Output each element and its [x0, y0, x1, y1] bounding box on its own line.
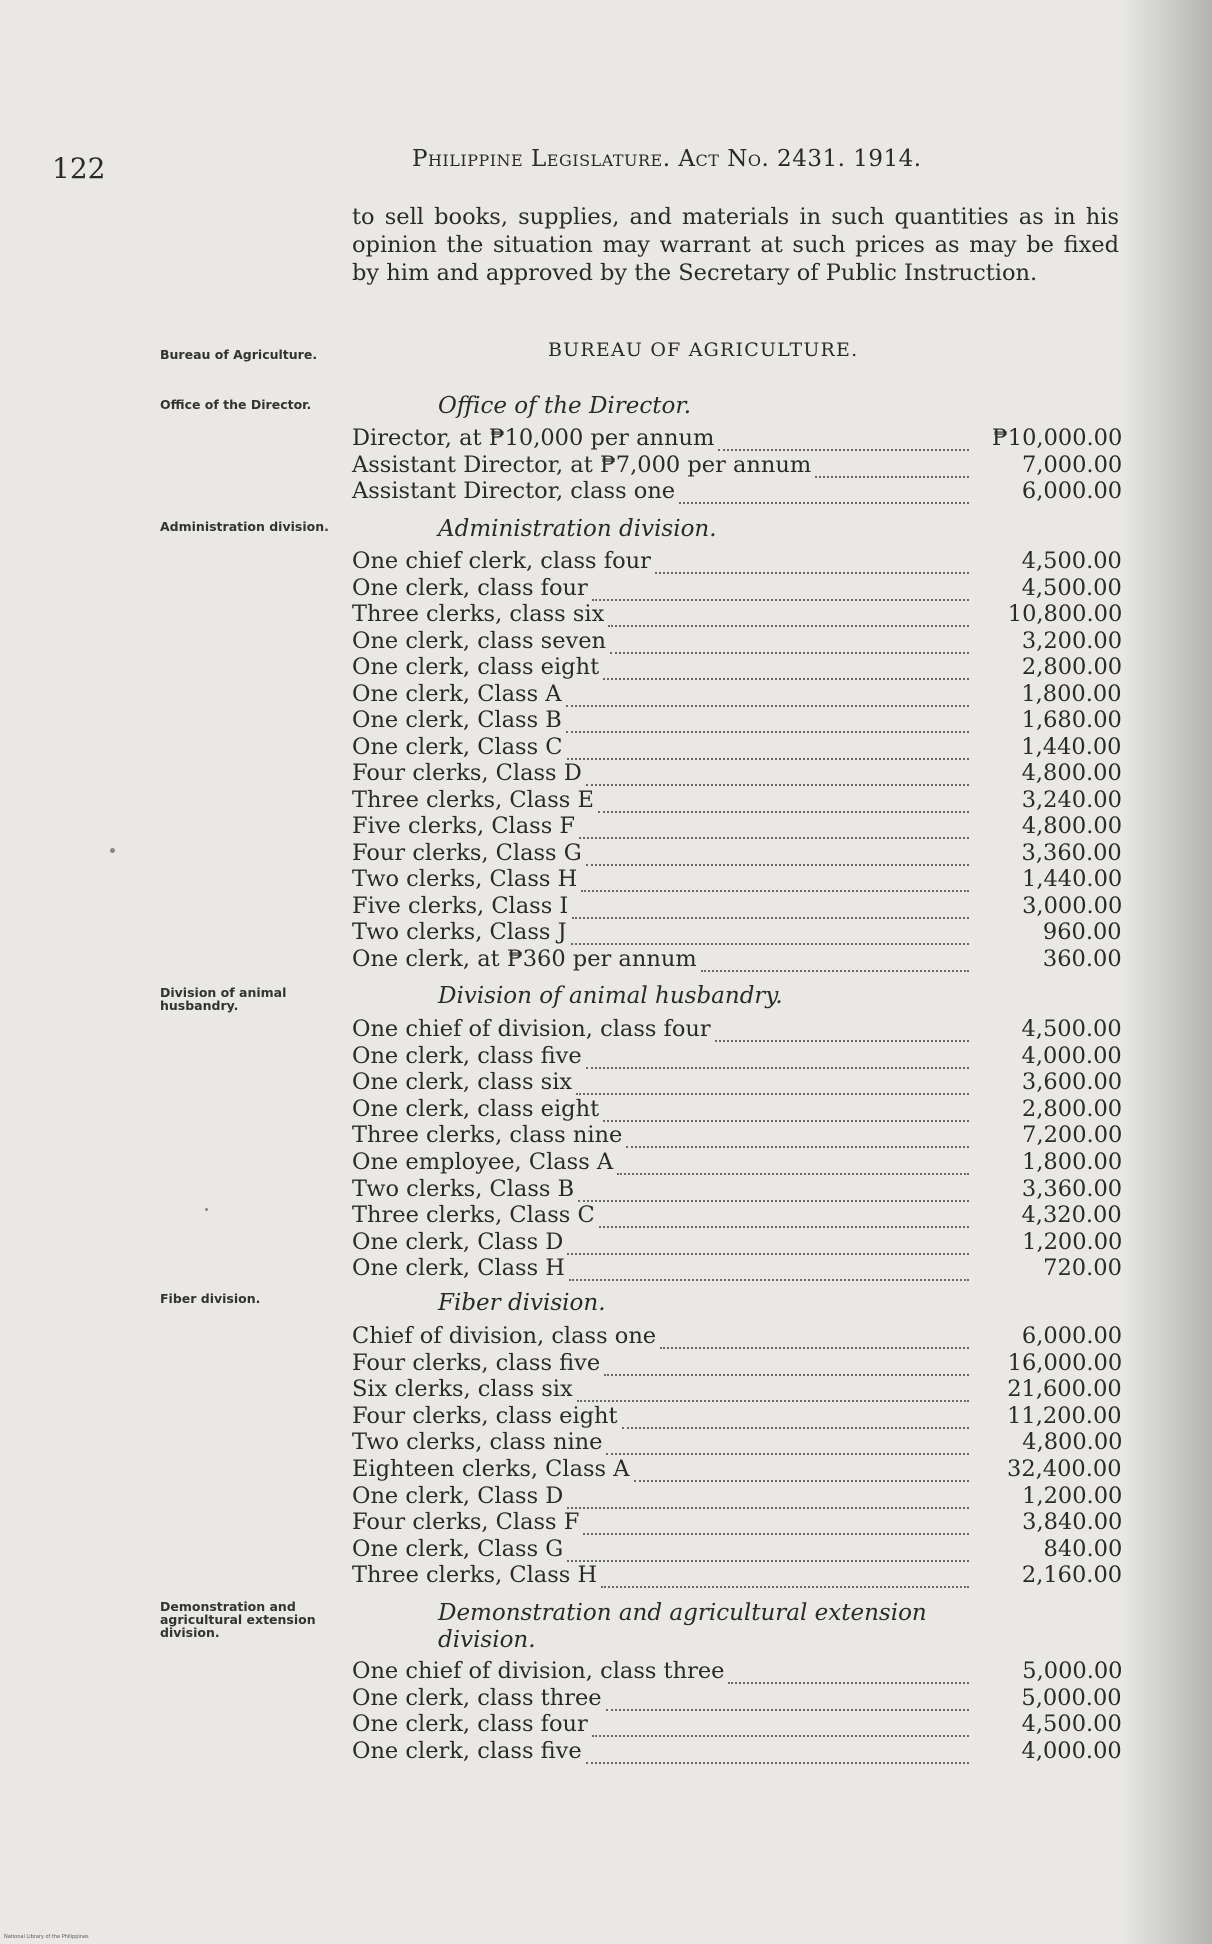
row-amount: 4,500.00	[1021, 1711, 1122, 1738]
dot-leader	[588, 1729, 977, 1731]
row-description: Four clerks, Class G	[352, 839, 582, 866]
dot-leader-line	[569, 1279, 969, 1281]
row-amount: 3,360.00	[1021, 839, 1122, 866]
dot-leader	[599, 672, 977, 674]
section-heading-demo: Demonstration and agricultural extension division.	[438, 1600, 927, 1653]
ink-speck	[110, 848, 115, 853]
row-amount: 7,200.00	[1022, 1122, 1123, 1149]
dot-leader	[600, 1368, 977, 1370]
row-description: One clerk, Class A	[352, 680, 562, 707]
table-row	[352, 452, 1122, 478]
row-description: Four clerks, Class D	[352, 760, 582, 786]
row-amount: 1,800.00	[1021, 1149, 1123, 1175]
table-row	[352, 1043, 1122, 1069]
table-row	[352, 1658, 1122, 1684]
dot-leader	[575, 831, 977, 833]
section-heading-fiber: Fiber division.	[438, 1290, 606, 1316]
table-row	[352, 1229, 1122, 1255]
ink-speck	[205, 1208, 208, 1211]
dot-leader	[630, 1474, 977, 1476]
page-edge-shadow	[1122, 0, 1212, 1944]
row-amount: 4,000.00	[1021, 1042, 1122, 1069]
row-amount: 720.00	[1043, 1255, 1122, 1282]
table-row	[352, 628, 1122, 654]
row-amount: 4,800.00	[1021, 760, 1122, 786]
dot-leader	[582, 1061, 977, 1063]
table-row	[352, 548, 1122, 574]
table-row	[352, 866, 1122, 892]
row-description: One clerk, Class D	[352, 1482, 564, 1509]
table-row	[352, 1483, 1122, 1509]
row-amount: 3,000.00	[1022, 892, 1123, 919]
row-description: Four clerks, Class F	[352, 1509, 580, 1536]
dot-leader	[594, 805, 977, 807]
row-description: One clerk, class three	[352, 1684, 602, 1711]
row-description: One employee, Class A	[352, 1149, 614, 1175]
row-amount: 4,000.00	[1021, 1737, 1122, 1764]
table-row	[352, 601, 1122, 627]
row-amount: 21,600.00	[1007, 1376, 1122, 1403]
margin-note-admin: Administration division.	[160, 519, 329, 534]
row-description: Three clerks, Class E	[352, 786, 594, 813]
margin-note-bureau: Bureau of Agriculture.	[160, 347, 318, 362]
row-description: One clerk, class four	[352, 574, 588, 601]
dot-leader	[563, 1554, 977, 1556]
dot-leader	[563, 1247, 977, 1249]
dot-leader-line	[701, 970, 969, 972]
row-amount: 1,200.00	[1022, 1482, 1123, 1509]
row-amount: 10,800.00	[1007, 601, 1123, 627]
row-description: Two clerks, Class J	[352, 919, 567, 945]
dot-leader	[577, 884, 977, 886]
row-amount: 3,200.00	[1021, 627, 1123, 654]
row-description: One clerk, class four	[352, 1711, 588, 1738]
dot-leader	[618, 1421, 977, 1423]
row-amount: 4,500.00	[1021, 574, 1122, 601]
dot-leader	[602, 1447, 977, 1449]
row-amount: 1,800.00	[1021, 680, 1122, 707]
row-amount: ₱10,000.00	[991, 425, 1123, 451]
table-row	[352, 575, 1122, 601]
dot-leader	[568, 911, 977, 913]
row-amount: 2,800.00	[1021, 1095, 1123, 1122]
dot-leader	[579, 1527, 977, 1529]
table-row	[352, 1122, 1122, 1148]
row-description: Three clerks, Class H	[352, 1562, 598, 1589]
dot-leader	[563, 752, 977, 754]
table-row	[352, 840, 1122, 866]
row-description: One chief of division, class four	[352, 1016, 711, 1042]
row-amount: 11,200.00	[1007, 1402, 1122, 1429]
dot-leader	[714, 443, 977, 445]
table-row	[352, 1509, 1122, 1535]
dot-leader	[697, 964, 977, 966]
intro-paragraph: to sell books, supplies, and materials in such quantities as in his opinion the situation may warrant at such prices as may be fixed by him and approved by the Secretary of Public Instruction.	[352, 204, 1119, 286]
margin-note-demo: Demonstration and agricultural extension division.	[160, 1599, 316, 1640]
table-row	[352, 707, 1122, 733]
table-row	[352, 919, 1122, 945]
row-description: One clerk, Class G	[352, 1535, 564, 1562]
footer-stamp: National Library of the Philippines	[4, 1934, 89, 1940]
row-amount: 960.00	[1042, 919, 1122, 945]
row-description: Assistant Director, class one	[352, 478, 676, 504]
row-amount: 1,440.00	[1022, 866, 1123, 892]
table-row	[352, 787, 1122, 813]
row-description: One clerk, Class D	[352, 1228, 564, 1255]
dot-leader	[574, 1194, 977, 1196]
row-amount: 4,500.00	[1021, 1016, 1122, 1042]
row-description: One clerk, class eight	[352, 1095, 600, 1122]
dot-leader-line	[679, 502, 969, 504]
row-description: One chief clerk, class four	[352, 548, 651, 574]
dot-leader	[599, 1114, 977, 1116]
row-description: One clerk, class seven	[352, 627, 607, 654]
row-description: One clerk, class five	[352, 1737, 582, 1764]
row-amount: 1,440.00	[1021, 733, 1122, 760]
table-row	[352, 1429, 1122, 1455]
row-amount: 1,200.00	[1022, 1228, 1123, 1255]
dot-leader	[595, 1220, 977, 1222]
row-description: Five clerks, Class F	[352, 813, 576, 839]
row-description: One clerk, Class H	[352, 1255, 565, 1282]
row-description: Four clerks, class eight	[352, 1402, 618, 1429]
table-row	[352, 1403, 1122, 1429]
row-description: One clerk, class six	[352, 1069, 573, 1096]
bureau-heading: BUREAU OF AGRICULTURE.	[548, 339, 859, 361]
row-description: Chief of division, class one	[352, 1323, 657, 1349]
table-row	[352, 1536, 1122, 1562]
dot-leader	[597, 1580, 977, 1582]
dot-leader	[613, 1167, 977, 1169]
dot-leader	[811, 470, 977, 472]
row-amount: 4,800.00	[1022, 1429, 1123, 1456]
margin-note-office: Office of the Director.	[160, 397, 312, 412]
row-amount: 360.00	[1042, 945, 1122, 972]
row-amount: 2,160.00	[1021, 1562, 1123, 1589]
row-amount: 32,400.00	[1007, 1456, 1122, 1482]
row-amount: 4,320.00	[1021, 1202, 1122, 1229]
row-description: Two clerks, class nine	[352, 1429, 603, 1456]
row-amount: 2,800.00	[1021, 654, 1123, 680]
dot-leader	[675, 496, 977, 498]
table-row	[352, 681, 1122, 707]
dot-leader	[582, 778, 977, 780]
table-row	[352, 1069, 1122, 1095]
row-description: Two clerks, Class B	[352, 1175, 575, 1202]
table-row	[352, 1096, 1122, 1122]
row-amount: 3,840.00	[1022, 1509, 1123, 1536]
row-amount: 3,240.00	[1021, 786, 1122, 813]
section-heading-animal: Division of animal husbandry.	[438, 983, 783, 1009]
row-description: One clerk, class eight	[352, 654, 600, 680]
running-head: Philippine Legislature. Act No. 2431. 1914.	[412, 146, 922, 172]
table-row	[352, 1255, 1122, 1281]
table-row	[352, 1176, 1122, 1202]
table-row	[352, 1202, 1122, 1228]
dot-leader	[582, 858, 977, 860]
dot-leader	[602, 1703, 977, 1705]
table-row	[352, 1738, 1122, 1764]
dot-leader	[651, 566, 977, 568]
dot-leader	[724, 1676, 977, 1678]
row-description: Three clerks, class nine	[352, 1122, 623, 1149]
dot-leader-line	[586, 1762, 969, 1764]
row-amount: 4,800.00	[1021, 813, 1123, 839]
row-amount: 6,000.00	[1021, 478, 1123, 504]
row-description: Director, at ₱10,000 per annum	[352, 425, 715, 451]
dot-leader	[572, 1087, 977, 1089]
table-row	[352, 1016, 1122, 1042]
row-amount: 4,500.00	[1021, 548, 1122, 574]
dot-leader	[588, 593, 977, 595]
table-row	[352, 654, 1122, 680]
dot-leader	[606, 646, 977, 648]
table-row	[352, 1456, 1122, 1482]
row-description: Two clerks, Class H	[352, 866, 578, 892]
row-description: Six clerks, class six	[352, 1376, 573, 1403]
section-heading-office: Office of the Director.	[438, 393, 692, 419]
row-description: Assistant Director, at ₱7,000 per annum	[352, 451, 812, 478]
table-row	[352, 760, 1122, 786]
dot-leader	[563, 1501, 977, 1503]
dot-leader-line	[601, 1586, 969, 1588]
table-row	[352, 1562, 1122, 1588]
dot-leader	[573, 1394, 977, 1396]
dot-leader	[562, 725, 977, 727]
dot-leader	[604, 619, 977, 621]
table-row	[352, 478, 1122, 504]
dot-leader	[565, 1273, 977, 1275]
row-description: One clerk, Class B	[352, 707, 562, 733]
table-row	[352, 813, 1122, 839]
table-row	[352, 1149, 1122, 1175]
row-description: Three clerks, Class C	[352, 1202, 595, 1229]
row-amount: 6,000.00	[1021, 1323, 1123, 1349]
row-description: One clerk, at ₱360 per annum	[352, 945, 697, 972]
row-amount: 840.00	[1043, 1535, 1123, 1562]
table-row	[352, 1376, 1122, 1402]
row-description: Eighteen clerks, Class A	[352, 1456, 630, 1482]
table-row	[352, 1350, 1122, 1376]
dot-leader	[582, 1756, 977, 1758]
table-row	[352, 946, 1122, 972]
row-amount: 16,000.00	[1007, 1349, 1123, 1376]
row-description: Four clerks, class five	[352, 1349, 601, 1376]
dot-leader	[567, 937, 977, 939]
dot-leader	[711, 1034, 977, 1036]
dot-leader	[562, 699, 977, 701]
table-row	[352, 425, 1122, 451]
dot-leader	[656, 1341, 977, 1343]
row-description: Five clerks, Class I	[352, 892, 569, 919]
row-amount: 1,680.00	[1021, 707, 1122, 733]
row-description: One clerk, class five	[352, 1042, 582, 1069]
row-description: Three clerks, class six	[352, 601, 605, 627]
margin-note-fiber: Fiber division.	[160, 1291, 261, 1306]
margin-note-animal: Division of animal husbandry.	[160, 985, 287, 1013]
row-amount: 3,600.00	[1021, 1069, 1123, 1096]
row-description: One clerk, Class C	[352, 733, 563, 760]
table-row	[352, 1323, 1122, 1349]
table-row	[352, 1685, 1122, 1711]
table-row	[352, 734, 1122, 760]
row-amount: 7,000.00	[1022, 451, 1123, 478]
row-description: One chief of division, class three	[352, 1658, 725, 1684]
page-number: 122	[52, 152, 106, 185]
row-amount: 5,000.00	[1022, 1658, 1123, 1684]
dot-leader	[622, 1140, 977, 1142]
section-heading-admin: Administration division.	[438, 516, 717, 542]
row-amount: 3,360.00	[1021, 1175, 1123, 1202]
row-amount: 5,000.00	[1021, 1684, 1122, 1711]
table-row	[352, 1711, 1122, 1737]
table-row	[352, 893, 1122, 919]
